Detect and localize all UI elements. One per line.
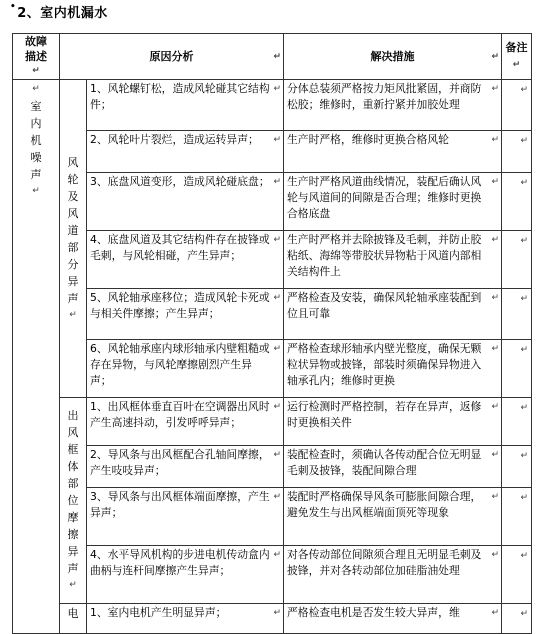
table-row [13, 80, 532, 131]
table-header-row [13, 34, 532, 80]
group-label-motor: 电 [60, 604, 87, 634]
cause-cell: 4、水平导风机构的步进电机传动盒内曲柄与连杆间摩擦产生异声； ↵ [87, 546, 284, 604]
header-remarks: 备注↵ [502, 34, 532, 80]
cause-cell: 4、底盘风道及其它结构件存在披锋或毛刺，与风轮相碰，产生异声； ↵ [87, 231, 284, 289]
group-label-outlet-frame: 出 风 框 体 部 位 摩 擦 异 声 ↵ [60, 398, 87, 604]
solution-cell: 生产时严格风道曲线情况，装配后确认风轮与风道间的间隙是否合理；维修时更换合格底盘 ↵ [284, 173, 502, 231]
cause-cell: 1、出风框体垂直百叶在空调器出风时产生高速抖动，引发呼呼异声； ↵ [87, 398, 284, 446]
table-row [13, 231, 532, 289]
solution-cell: 严格检查及安装，确保风轮轴承座装配到位且可靠 ↵ [284, 289, 502, 340]
header-cause-analysis: 原因分析 ↵ [60, 34, 284, 80]
solution-cell: 对各传动部位间隙须合理且无明显毛刺及披锋，并对各转动部位加硅脂油处理 ↵ [284, 546, 502, 604]
cause-cell: 2、导风条与出风框配合孔轴间摩擦，产生吱吱异声； ↵ [87, 446, 284, 488]
solution-cell: 运行检测时严格控制，若存在异声，返修时更换相关件 ↵ [284, 398, 502, 446]
table-row [13, 398, 532, 446]
fault-description-cell: ↵ 室 内 机 噪 声 ↵ [13, 80, 60, 634]
cause-cell: 1、室内电机产生明显异声； ↵ [87, 604, 284, 634]
table-row [13, 131, 532, 173]
header-solution: 解决措施 ↵ [284, 34, 502, 80]
cause-cell: 6、风轮轴承座内球形轴承内壁粗糙或存在异物，与风轮摩擦剧烈产生异声； ↵ [87, 340, 284, 398]
table-row [13, 488, 532, 546]
remarks-cell: ↵ [502, 546, 532, 604]
solution-cell: 严格检查球形轴承内壁光整度，确保无颗粒状异物或披锋，部装时须确保异物进入轴承孔内；维修时更换 ↵ [284, 340, 502, 398]
remarks-cell: ↵ [502, 131, 532, 173]
fault-analysis-table [12, 33, 532, 634]
table-row [13, 604, 532, 634]
solution-cell: 生产时严格，维修时更换合格风轮 ↵ [284, 131, 502, 173]
cause-cell: 5、风轮轴承座移位；造成风轮卡死或与相关件摩擦；产生异声； ↵ [87, 289, 284, 340]
remarks-cell: ↵ [502, 604, 532, 634]
remarks-cell: ↵ [502, 340, 532, 398]
cause-cell: 2、风轮叶片裂烂，造成运转异声； ↵ [87, 131, 284, 173]
heading-text: 2、室内机漏水 [17, 6, 108, 21]
solution-cell: 装配检查时，须确认各传动配合位无明显毛刺及披锋，装配间隙合理 ↵ [284, 446, 502, 488]
solution-cell: 分体总装须严格按力矩风批紧固，并商防松胶；维修时，重新拧紧并加胶处理 ↵ [284, 80, 502, 131]
remarks-cell: ↵ [502, 488, 532, 546]
solution-cell: 生产时严格并去除披锋及毛刺，并防止胶粘纸、海绵等带胶状异物粘于风道内部相关结构件上 ↵ [284, 231, 502, 289]
remarks-cell: ↵ [502, 173, 532, 231]
cause-cell: 3、导风条与出风框体端面摩擦，产生异声； ↵ [87, 488, 284, 546]
heading-bullet: • [10, 2, 17, 12]
cause-cell: 3、底盘风道变形，造成风轮碰底盘； ↵ [87, 173, 284, 231]
remarks-cell: ↵ [502, 398, 532, 446]
section-heading [10, 2, 108, 21]
remarks-cell: ↵ [502, 446, 532, 488]
remarks-cell: ↵ [502, 80, 532, 131]
solution-cell: 严格检查电机是否发生较大异声，维 ↵ [284, 604, 502, 634]
solution-cell: 装配时严格确保导风条可膨胀间隙合理，避免发生与出风框端面顶死等现象 ↵ [284, 488, 502, 546]
remarks-cell: ↵ [502, 289, 532, 340]
table-row [13, 173, 532, 231]
remarks-cell: ↵ [502, 231, 532, 289]
group-label-fan-duct: 风 轮 及 风 道 部 分 异 声 ↵ [60, 80, 87, 398]
header-fault-description: 故障 描述 ↵ [13, 34, 60, 80]
cause-cell: 1、风轮螺钉松，造成风轮碰其它结构件； ↵ [87, 80, 284, 131]
table-row [13, 546, 532, 604]
table-row [13, 446, 532, 488]
table-row [13, 340, 532, 398]
table-row [13, 289, 532, 340]
